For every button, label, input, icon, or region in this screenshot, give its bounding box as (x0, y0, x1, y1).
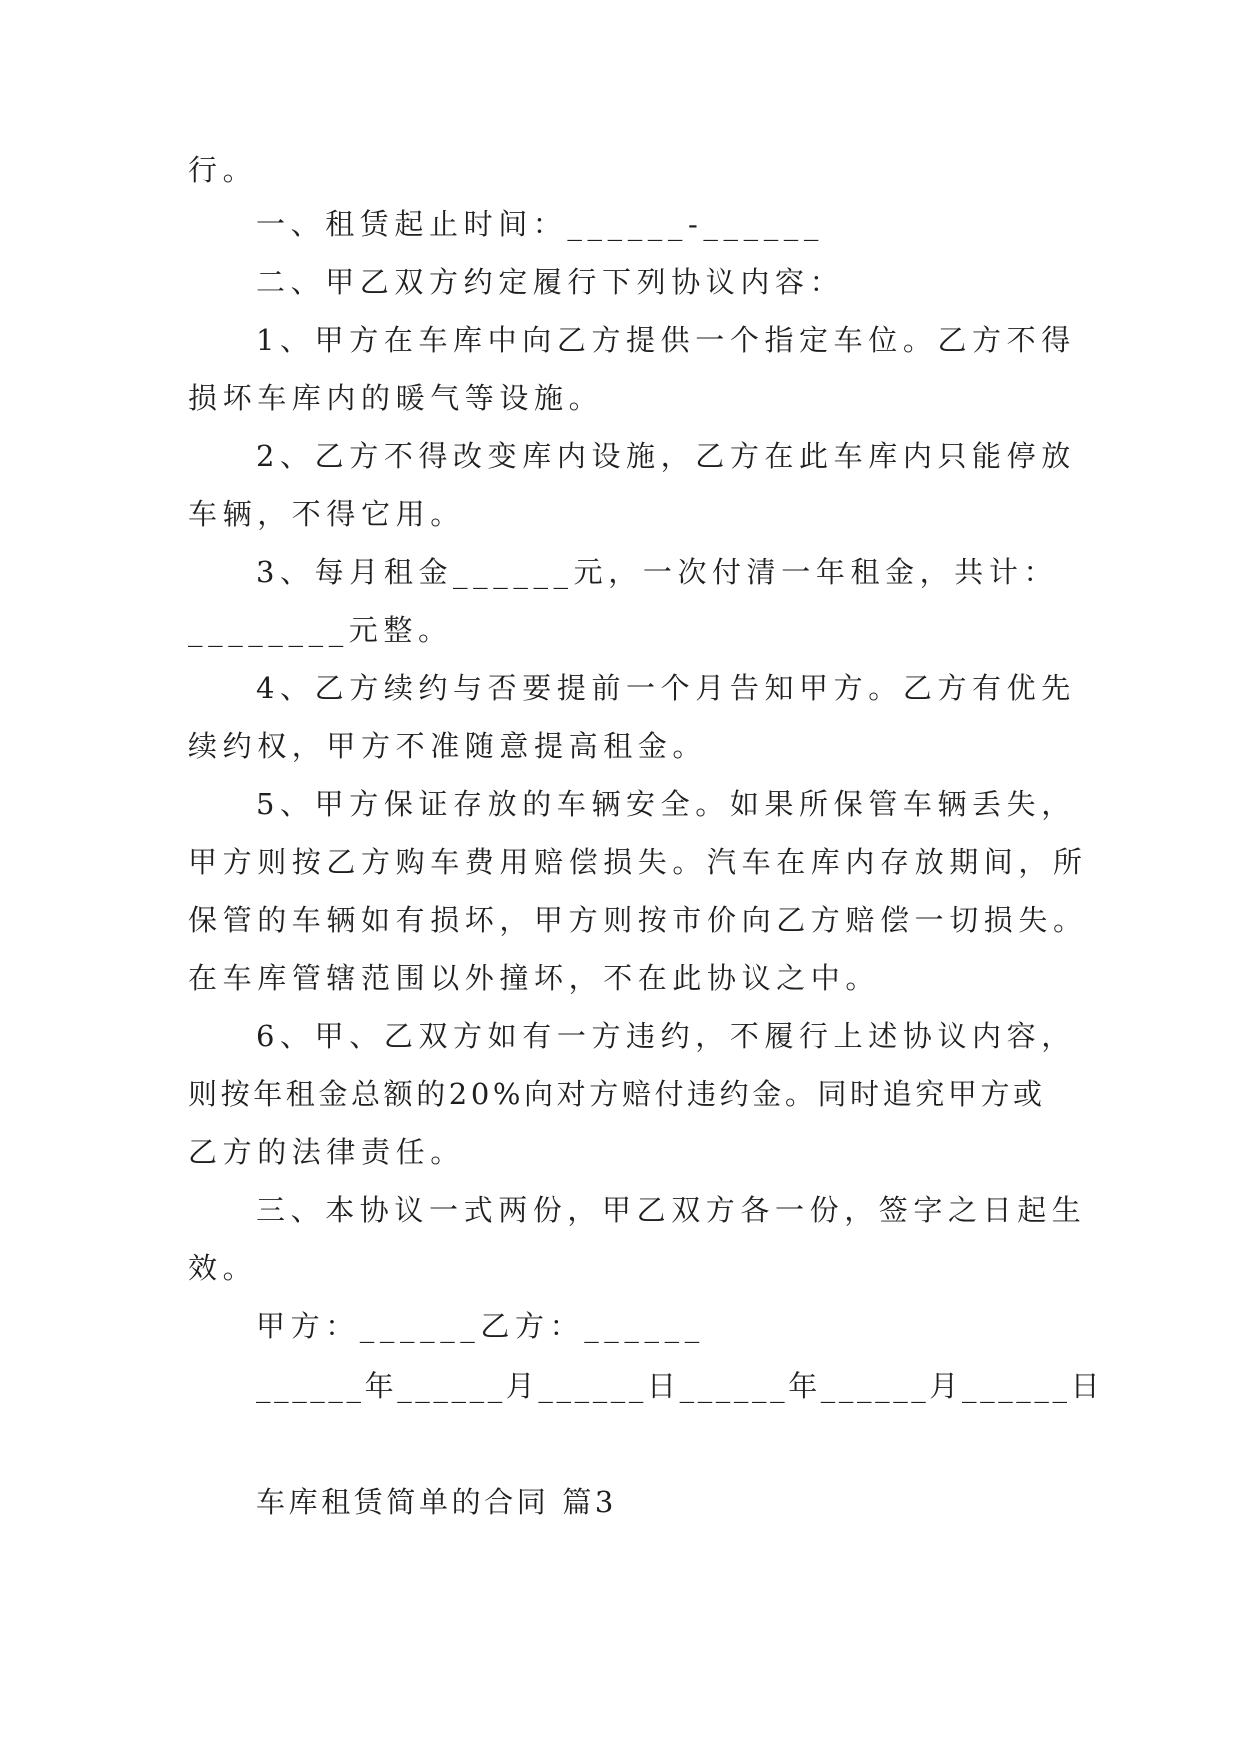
signature-line: 甲方：______乙方：______ (256, 1309, 705, 1343)
clause-1-line: 1、甲方在车库中向乙方提供一个指定车位。乙方不得 (256, 323, 1076, 357)
clause-6-line: 乙方的法律责任。 (188, 1135, 465, 1169)
lease-period-line: 一、租赁起止时间：______-______ (256, 207, 824, 241)
clause-2-line: 2、乙方不得改变库内设施，乙方在此车库内只能停放 (256, 439, 1076, 473)
clause-heading: 二、甲乙双方约定履行下列协议内容： (256, 265, 845, 299)
date-line: ______年______月______日______年______月______日 (256, 1369, 1104, 1403)
clause-5-line: 在车库管辖范围以外撞坏，不在此协议之中。 (188, 961, 881, 995)
clause-2-line: 车辆，不得它用。 (188, 497, 465, 531)
clause-3-line: ________元整。 (188, 613, 453, 647)
clause-three-line: 三、本协议一式两份，甲乙双方各一份，签字之日起生 (256, 1193, 1087, 1227)
clause-4-line: 4、乙方续约与否要提前一个月告知甲方。乙方有优先 (256, 671, 1076, 705)
clause-three-line: 效。 (188, 1251, 258, 1285)
clause-6-line: 则按年租金总额的20%向对方赔付违约金。同时追究甲方或 (188, 1077, 1046, 1111)
text-line: 行。 (188, 153, 258, 187)
clause-1-line: 损坏车库内的暖气等设施。 (188, 381, 604, 415)
clause-5-line: 甲方则按乙方购车费用赔偿损失。汽车在库内存放期间，所 (188, 845, 1088, 879)
section-heading: 车库租赁简单的合同 篇3 (256, 1485, 617, 1519)
clause-3-line: 3、每月租金______元，一次付清一年租金，共计： (256, 555, 1059, 589)
clause-4-line: 续约权，甲方不准随意提高租金。 (188, 729, 708, 763)
clause-5-line: 5、甲方保证存放的车辆安全。如果所保管车辆丢失， (256, 787, 1076, 821)
clause-6-line: 6、甲、乙双方如有一方违约，不履行上述协议内容， (256, 1019, 1076, 1053)
clause-5-line: 保管的车辆如有损坏，甲方则按市价向乙方赔偿一切损失。 (188, 903, 1088, 937)
